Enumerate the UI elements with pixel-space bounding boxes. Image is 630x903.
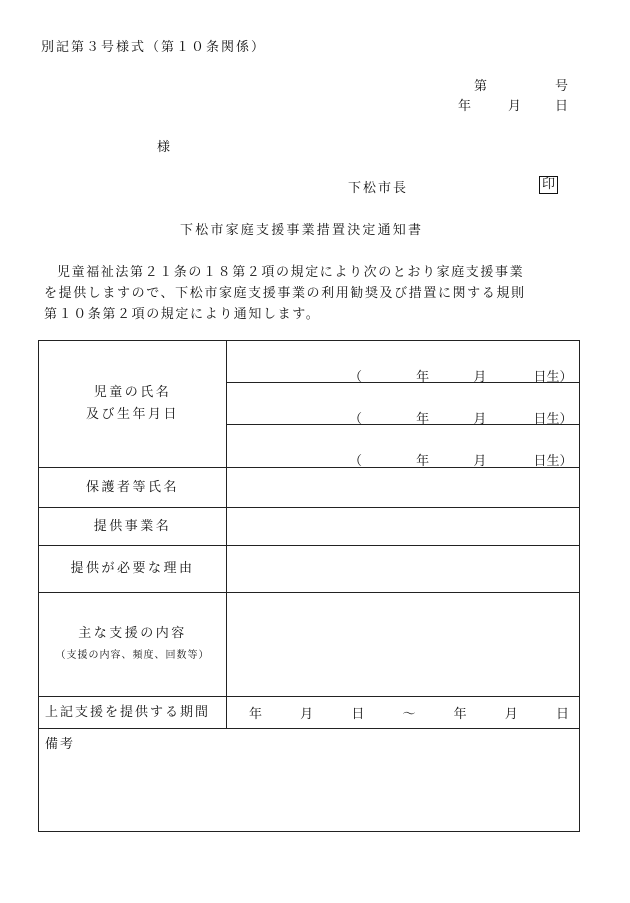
content-sublabel: （支援の内容、頻度、回数等） bbox=[55, 649, 210, 661]
period-tilde: ～ bbox=[402, 707, 416, 722]
date-year: 年 bbox=[458, 99, 472, 114]
birth-day: 日生） bbox=[533, 454, 573, 469]
period-month-2: 月 bbox=[504, 707, 518, 722]
child-row-3[interactable] bbox=[227, 425, 580, 468]
content-field[interactable] bbox=[227, 593, 580, 697]
birth-open: （ bbox=[349, 369, 363, 385]
notes-label: 備考 bbox=[45, 737, 76, 752]
body-line-2: を提供しますので、下松市家庭支援事業の利用勧奨及び措置に関する規則 bbox=[44, 286, 526, 301]
birth-day: 日生） bbox=[533, 411, 573, 427]
birth-year: 年 bbox=[416, 411, 430, 427]
date-month: 月 bbox=[508, 99, 522, 114]
reason-label: 提供が必要な理由 bbox=[39, 546, 227, 593]
date-day: 日 bbox=[555, 99, 569, 114]
period-day-1: 日 bbox=[351, 707, 365, 722]
doc-no-go: 号 bbox=[555, 79, 569, 94]
birth-month: 月 bbox=[473, 454, 487, 469]
period-year-1: 年 bbox=[249, 707, 263, 722]
birth-year: 年 bbox=[416, 369, 430, 385]
body-line-1: 児童福祉法第２１条の１８第２項の規定により次のとおり家庭支援事業 bbox=[57, 265, 525, 280]
content-label: 主な支援の内容 bbox=[78, 625, 187, 641]
period-day-2: 日 bbox=[555, 707, 569, 722]
child-row-1[interactable] bbox=[227, 341, 580, 383]
service-label: 提供事業名 bbox=[39, 508, 227, 546]
birth-open: （ bbox=[349, 454, 363, 469]
birth-month: 月 bbox=[473, 411, 487, 427]
birth-year: 年 bbox=[416, 454, 430, 469]
child-row-2[interactable] bbox=[227, 383, 580, 425]
birth-day: 日生） bbox=[533, 369, 573, 385]
period-field[interactable] bbox=[227, 697, 580, 729]
child-label-cell bbox=[39, 341, 227, 468]
birth-open: （ bbox=[349, 411, 363, 427]
content-label-cell bbox=[39, 593, 227, 697]
service-field[interactable] bbox=[227, 508, 580, 546]
guardian-label: 保護者等氏名 bbox=[39, 468, 227, 508]
document-title: 下松市家庭支援事業措置決定通知書 bbox=[180, 223, 424, 238]
period-label: 上記支援を提供する期間 bbox=[39, 697, 227, 729]
seal-stamp: 印 bbox=[539, 176, 558, 194]
guardian-field[interactable] bbox=[227, 468, 580, 508]
child-label-birth: 及び生年月日 bbox=[85, 407, 179, 422]
body-line-3: 第１０条第２項の規定により通知します。 bbox=[44, 307, 321, 322]
birth-month: 月 bbox=[473, 369, 487, 385]
addressee-suffix: 様 bbox=[157, 140, 171, 155]
notification-table bbox=[38, 340, 580, 832]
notes-field[interactable] bbox=[39, 729, 580, 832]
period-year-2: 年 bbox=[453, 707, 467, 722]
period-month-1: 月 bbox=[300, 707, 314, 722]
doc-no-dai: 第 bbox=[474, 79, 488, 94]
child-label-name: 児童の氏名 bbox=[93, 385, 172, 400]
form-number: 別記第３号様式（第１０条関係） bbox=[41, 40, 267, 55]
reason-field[interactable] bbox=[227, 546, 580, 593]
issuer: 下松市長 bbox=[348, 181, 409, 196]
